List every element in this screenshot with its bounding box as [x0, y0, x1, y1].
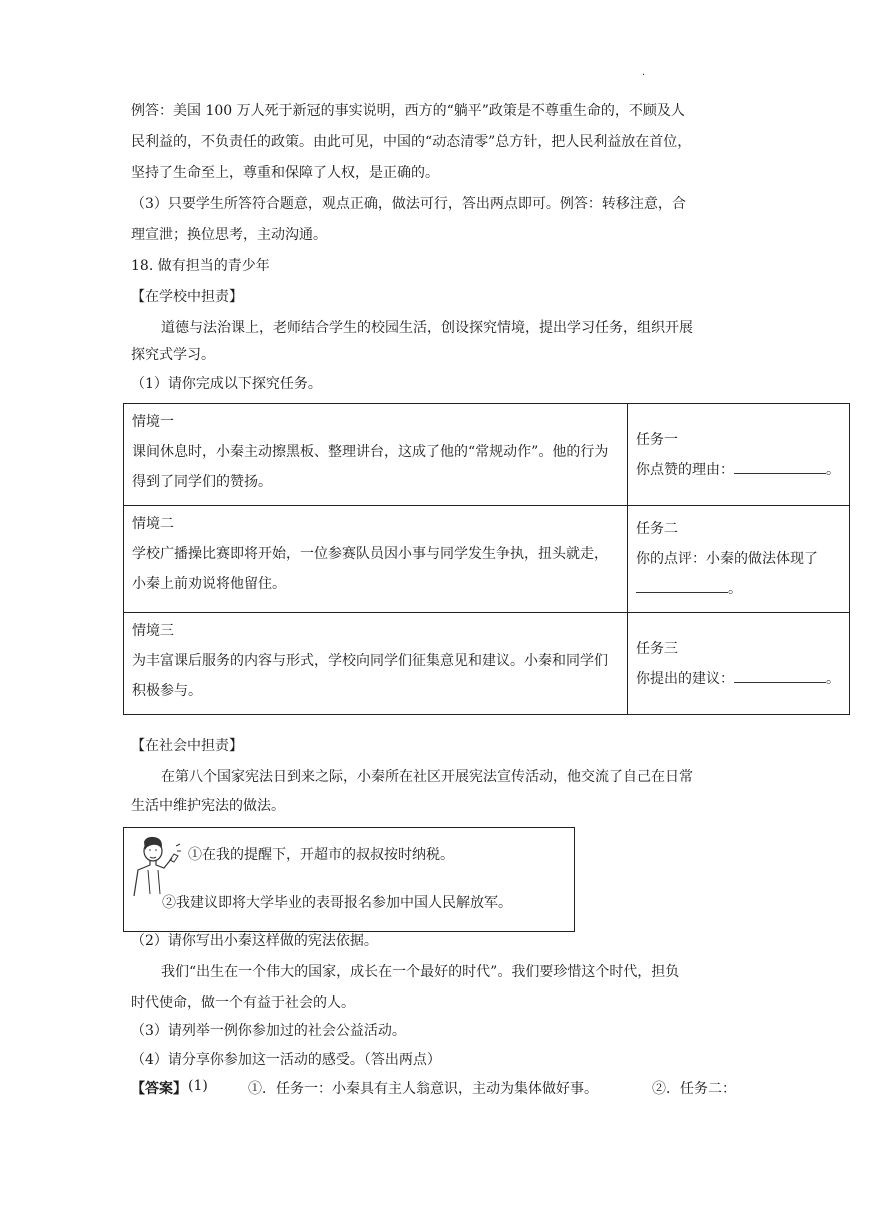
situation-text: 为丰富课后服务的内容与形式，学校向同学们征集意见和建议。小秦和同学们积极参与。 — [132, 653, 608, 699]
answer-blank[interactable] — [734, 664, 826, 683]
page-dot: · — [642, 70, 646, 81]
task-cell — [628, 613, 850, 715]
task-table — [123, 403, 850, 715]
answer-blank[interactable] — [734, 455, 826, 474]
task-prompt: 你点赞的理由： — [636, 461, 734, 478]
situation-cell — [124, 613, 628, 715]
task-prompt: 你的点评：小秦的做法体现了 — [636, 551, 818, 567]
task-cell — [628, 404, 850, 506]
sub-question-3: （3）请列举一例你参加过的社会公益活动。 — [131, 1023, 406, 1039]
answer-line-5: 理宣泄；换位思考，主动沟通。 — [131, 227, 327, 243]
answer-item-1: ①．任务一：小秦具有主人翁意识，主动为集体做好事。 — [248, 1081, 598, 1097]
society-paragraph-3: 我们“出生在一个伟大的国家，成长在一个最好的时代”。我们要珍惜这个时代，担负 — [161, 964, 680, 980]
society-paragraph-1: 在第八个国家宪法日到来之际，小秦所在社区开展宪法宣传活动，他交流了自己在日常 — [161, 769, 693, 785]
speech-box — [123, 827, 575, 932]
answer-part: (1) — [188, 1078, 208, 1094]
sub-question-2: （2）请你写出小秦这样做的宪法依据。 — [131, 933, 378, 949]
answer-label: 【答案】 — [131, 1081, 187, 1097]
task-end: 。 — [728, 581, 742, 597]
boy-speaking-icon — [130, 834, 182, 898]
task-prompt: 你提出的建议： — [636, 670, 734, 687]
question-title: 18. 做有担当的青少年 — [131, 258, 270, 274]
table-row — [124, 613, 850, 715]
intro-paragraph-1: 道德与法治课上，老师结合学生的校园生活，创设探究情境，提出学习任务，组织开展 — [161, 320, 693, 336]
situation-cell — [124, 404, 628, 506]
answer-line-1: 例答：美国 100 万人死于新冠的事实说明，西方的“躺平”政策是不尊重生命的，不顾及人 — [131, 103, 685, 119]
box-statement-1: ①在我的提醒下，开超市的叔叔按时纳税。 — [188, 847, 454, 863]
table-row — [124, 404, 850, 506]
sub-question-1: （1）请你完成以下探究任务。 — [131, 376, 322, 392]
answer-line-2: 民利益的，不负责任的政策。由此可见，中国的“动态清零”总方针，把人民利益放在首位， — [131, 134, 692, 150]
task-end: 。 — [826, 461, 840, 478]
section-heading-society: 【在社会中担责】 — [131, 738, 243, 754]
situation-title: 情境三 — [132, 623, 174, 639]
section-heading-school: 【在学校中担责】 — [131, 289, 243, 305]
task-title: 任务三 — [636, 640, 678, 657]
situation-text: 学校广播操比赛即将开始，一位参赛队员因小事与同学发生争执，扭头就走，小秦上前劝说将他留住。 — [132, 546, 608, 592]
sub-question-4: （4）请分享你参加这一活动的感受。（答出两点） — [131, 1052, 441, 1068]
task-title: 任务一 — [636, 431, 678, 448]
answer-line-4: （3）只要学生所答符合题意，观点正确，做法可行，答出两点即可。例答：转移注意，合 — [131, 196, 686, 212]
task-end: 。 — [826, 670, 840, 687]
answer-item-2: ②．任务二： — [652, 1081, 736, 1097]
box-statement-2: ②我建议即将大学毕业的表哥报名参加中国人民解放军。 — [162, 895, 512, 911]
situation-cell — [124, 506, 628, 613]
intro-paragraph-2: 探究式学习。 — [131, 347, 215, 363]
situation-title: 情境二 — [132, 516, 174, 532]
society-paragraph-2: 生活中维护宪法的做法。 — [131, 798, 285, 814]
table-row — [124, 506, 850, 613]
situation-title: 情境一 — [132, 414, 174, 430]
answer-line-3: 坚持了生命至上，尊重和保障了人权，是正确的。 — [131, 165, 439, 181]
task-cell — [628, 506, 850, 613]
society-paragraph-4: 时代使命，做一个有益于社会的人。 — [131, 995, 355, 1011]
answer-blank[interactable] — [636, 574, 728, 593]
task-title: 任务二 — [636, 521, 678, 537]
situation-text: 课间休息时，小秦主动擦黑板、整理讲台，这成了他的“常规动作”。他的行为得到了同学们的赞扬。 — [132, 444, 609, 490]
